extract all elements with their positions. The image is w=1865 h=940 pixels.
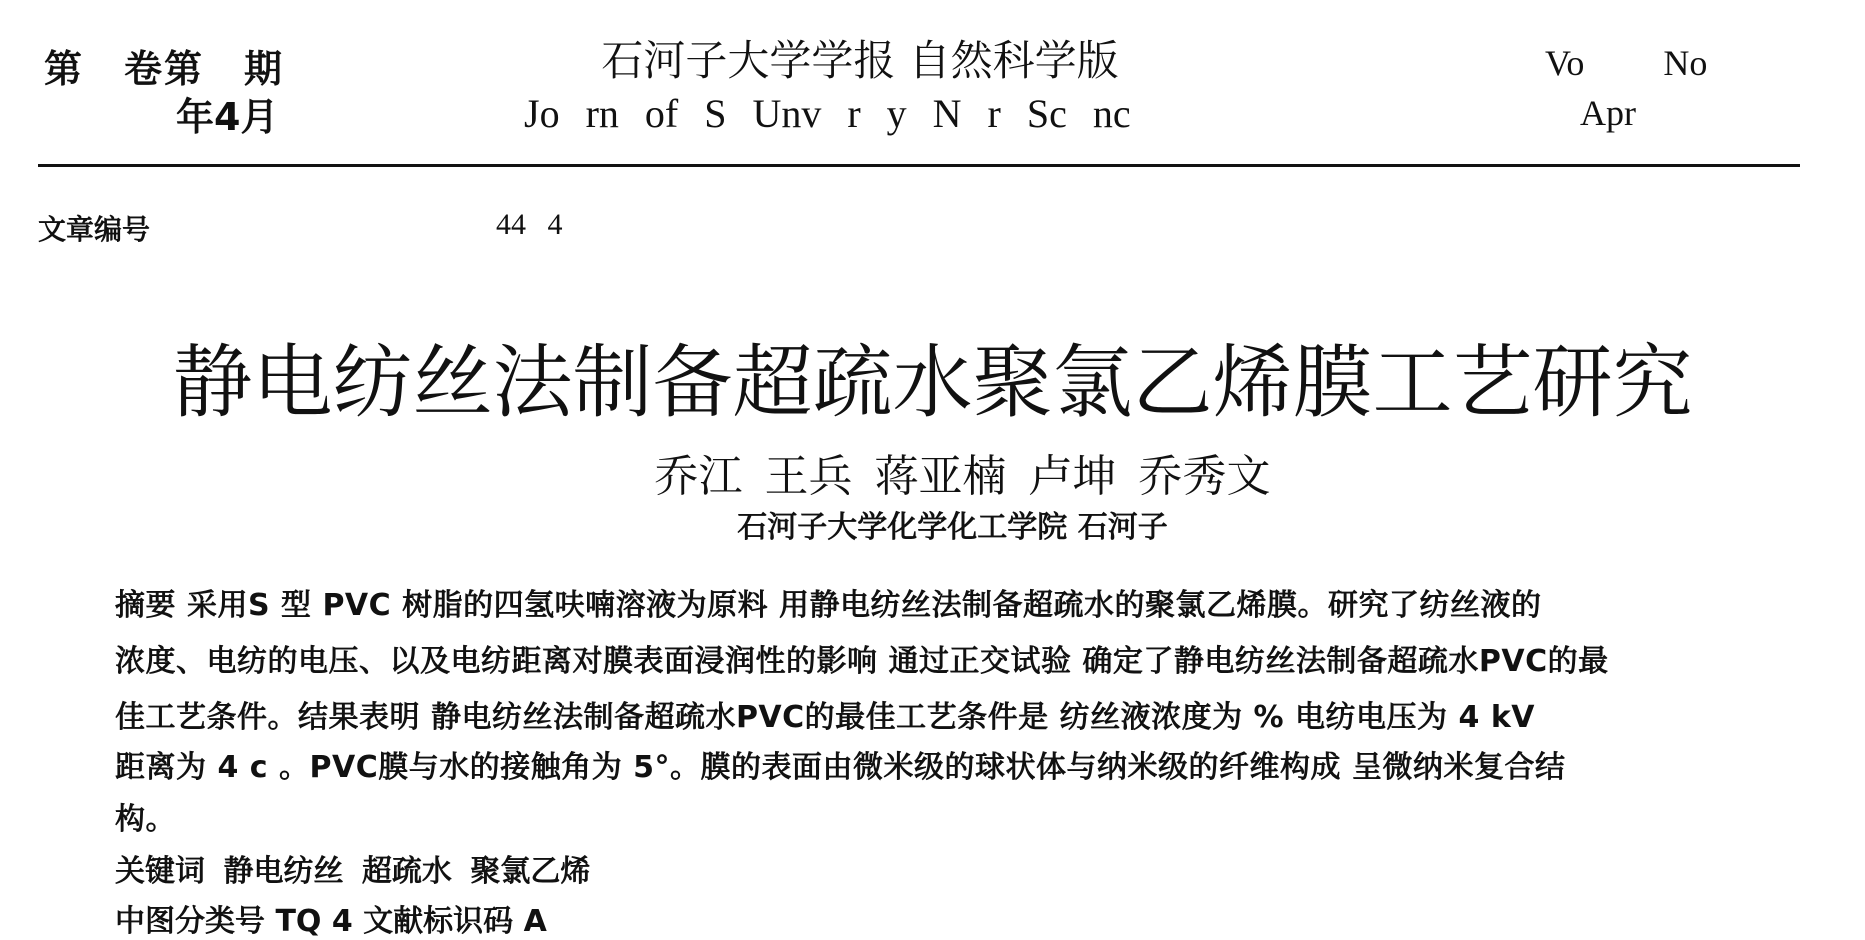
keywords-line: 关键词 静电纺丝 超疏水 聚氯乙烯 — [115, 854, 591, 889]
classification-line: 中图分类号 TQ 4 文献标识码 A — [115, 904, 547, 939]
author-list: 乔江 王兵 蒋亚楠 卢坤 乔秀文 — [654, 451, 1271, 502]
article-number-label: 文章编号 — [38, 213, 151, 246]
abstract-line-5: 构。 — [115, 802, 176, 837]
journal-name-english: Jo rn of S Unv r y N r Sc nc — [524, 91, 1131, 136]
journal-date: 年4月 — [176, 95, 279, 139]
abstract-line-2: 浓度、电纺的电压、以及电纺距离对膜表面浸润性的影响 通过正交试验 确定了静电纺丝法制备超疏水PVC的最 — [115, 644, 1609, 679]
journal-volume-issue-english: Vo No — [1545, 43, 1708, 83]
header-rule — [38, 164, 1800, 167]
journal-month-english: Apr — [1580, 93, 1636, 133]
abstract-line-4: 距离为 4 c 。PVC膜与水的接触角为 5°。膜的表面由微米级的球状体与纳米级的纤维构成 呈微纳米复合结 — [115, 750, 1566, 785]
abstract-line-3: 佳工艺条件。结果表明 静电纺丝法制备超疏水PVC的最佳工艺条件是 纺丝液浓度为 % 电纺电压为 4 kV — [115, 700, 1535, 735]
author-affiliation: 石河子大学化学化工学院 石河子 — [737, 510, 1168, 545]
journal-name-chinese: 石河子大学学报 自然科学版 — [601, 36, 1119, 85]
paper-title: 静电纺丝法制备超疏水聚氯乙烯膜工艺研究 — [172, 336, 1693, 429]
abstract-line-1: 摘要 采用S 型 PVC 树脂的四氢呋喃溶液为原料 用静电纺丝法制备超疏水的聚氯乙烯膜。研究了纺丝液的 — [115, 588, 1542, 623]
journal-volume-issue: 第 卷第 期 — [44, 47, 285, 91]
article-number-value: 44 4 — [496, 208, 563, 241]
